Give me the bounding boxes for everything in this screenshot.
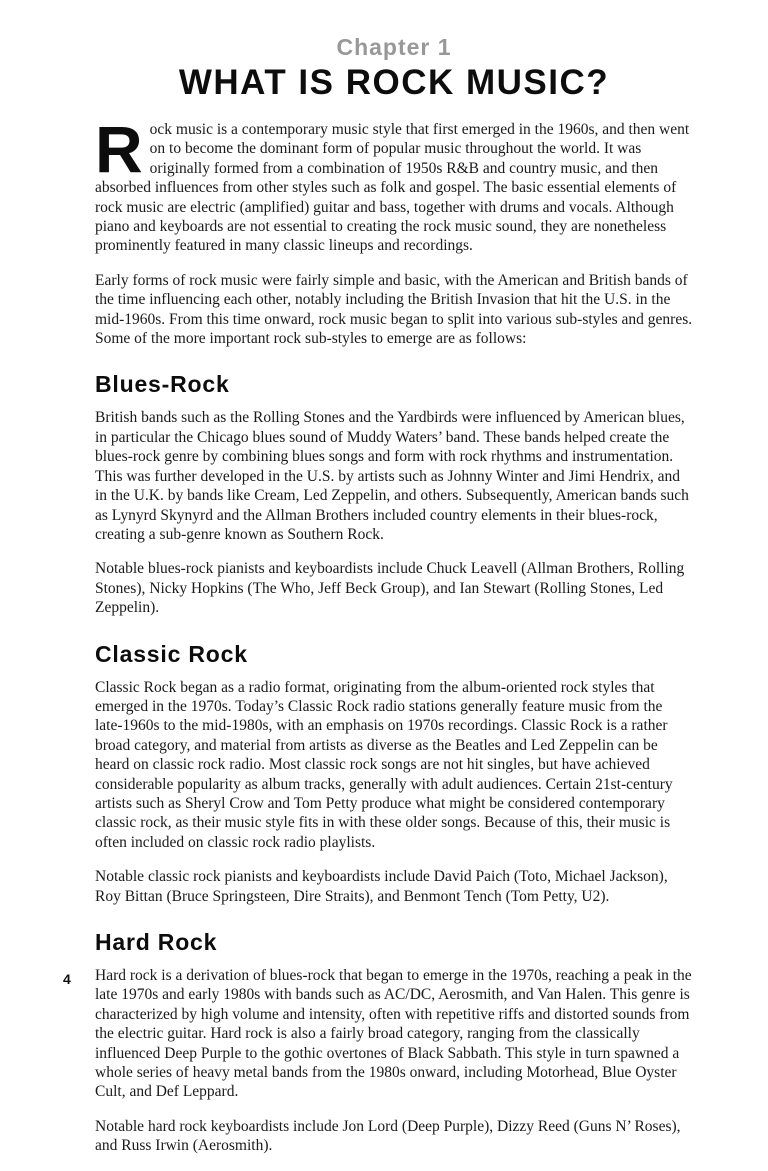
chapter-label: Chapter 1 [336, 34, 452, 60]
intro-paragraph-text: ock music is a contemporary music style that first emerged in the 1960s, and then went on to become the dominant form of popular music throughout the world. It was originally formed from a combination of 1950s R&B and country music, and then absorbed influences from other styles such as folk and gospel. The basic essential elements of rock music are electric (amplified) guitar and bass, together with drums and vocals. Although piano and keyboards are not essential to creating the rock music sound, they are nonetheless prominently featured in many classic lineups and recordings. [95, 121, 690, 255]
section-heading-blues-rock: Blues-Rock [95, 371, 230, 398]
section-heading-hard-rock: Hard Rock [95, 929, 218, 955]
paragraph: Notable blues-rock pianists and keyboardists include Chuck Leavell (Allman Brothers, Rolling Stones), Nicky Hopkins (The Who, Jeff Beck Group), and Ian Stewart (Rolling Stones, Led Zeppelin). [95, 560, 685, 617]
page-number: 4 [63, 971, 71, 987]
paragraph: Notable classic rock pianists and keyboardists include David Paich (Toto, Michael Jackson), Roy Bittan (Bruce Springsteen, Dire Straits), and Benmont Tench (Tom Petty, U2). [95, 868, 668, 905]
dropcap-letter: R [95, 112, 143, 186]
paragraph: Early forms of rock music were fairly simple and basic, with the American and British bands of the time influencing each other, notably including the British Invasion that hit the U.S. in the mid-1960s. From this time onward, rock music began to split into various sub-styles and genres. Some of the more important rock sub-styles to emerge are as follows: [95, 271, 693, 348]
paragraph: Notable hard rock keyboardists include Jon Lord (Deep Purple), Dizzy Reed (Guns N’ Roses), and Russ Irwin (Aerosmith). [95, 1117, 681, 1155]
page-content [95, 34, 693, 1171]
paragraph: Classic Rock began as a radio format, originating from the album-oriented rock styles that emerged in the 1970s. Today’s Classic Rock radio stations generally feature music from the late-1960s to the mid-1980s, with an emphasis on 1970s recordings. Classic Rock is a rather broad category, and material from artists as diverse as the Beatles and Led Zeppelin can be heard on classic rock radio. Most classic rock songs are not hit singles, but have achieved considerable popularity as album tracks, generally with adult audiences. Certain 21st-century artists such as Sheryl Crow and Tom Petty produce what might be considered contemporary classic rock, as their music style fits in with these older songs. Because of this, their music is often included on classic rock radio playlists. [95, 678, 673, 851]
paragraph: British bands such as the Rolling Stones and the Yardbirds were influenced by American blues, in particular the Chicago blues sound of Muddy Waters’ band. These bands helped create the blues-rock genre by combining blues songs and form with rock rhythms and instrumentation. This was further developed in the U.S. by artists such as Johnny Winter and Jimi Hendrix, and in the U.K. by bands like Cream, Led Zeppelin, and others. Subsequently, American bands such as Lynyrd Skynyrd and the Allman Brothers included country elements in their blues-rock, creating a sub-genre known as Southern Rock. [95, 409, 689, 543]
paragraph: Hard rock is a derivation of blues-rock that began to emerge in the 1970s, reaching a peak in the late 1970s and early 1980s with bands such as AC/DC, Aerosmith, and Van Halen. This genre is characterized by high volume and intensity, often with repetitive riffs and distorted sounds from the electric guitar. Hard rock is also a fairly broad category, ranging from the classically influenced Deep Purple to the gothic overtones of Black Sabbath. This style in turn spawned a whole series of heavy metal bands from the 1980s onward, including Motorhead, Blue Oyster Cult, and Def Leppard. [95, 967, 692, 1101]
page-title: WHAT IS ROCK MUSIC? [178, 63, 610, 102]
section-heading-classic-rock: Classic Rock [95, 640, 248, 667]
intro-paragraph [95, 112, 693, 256]
